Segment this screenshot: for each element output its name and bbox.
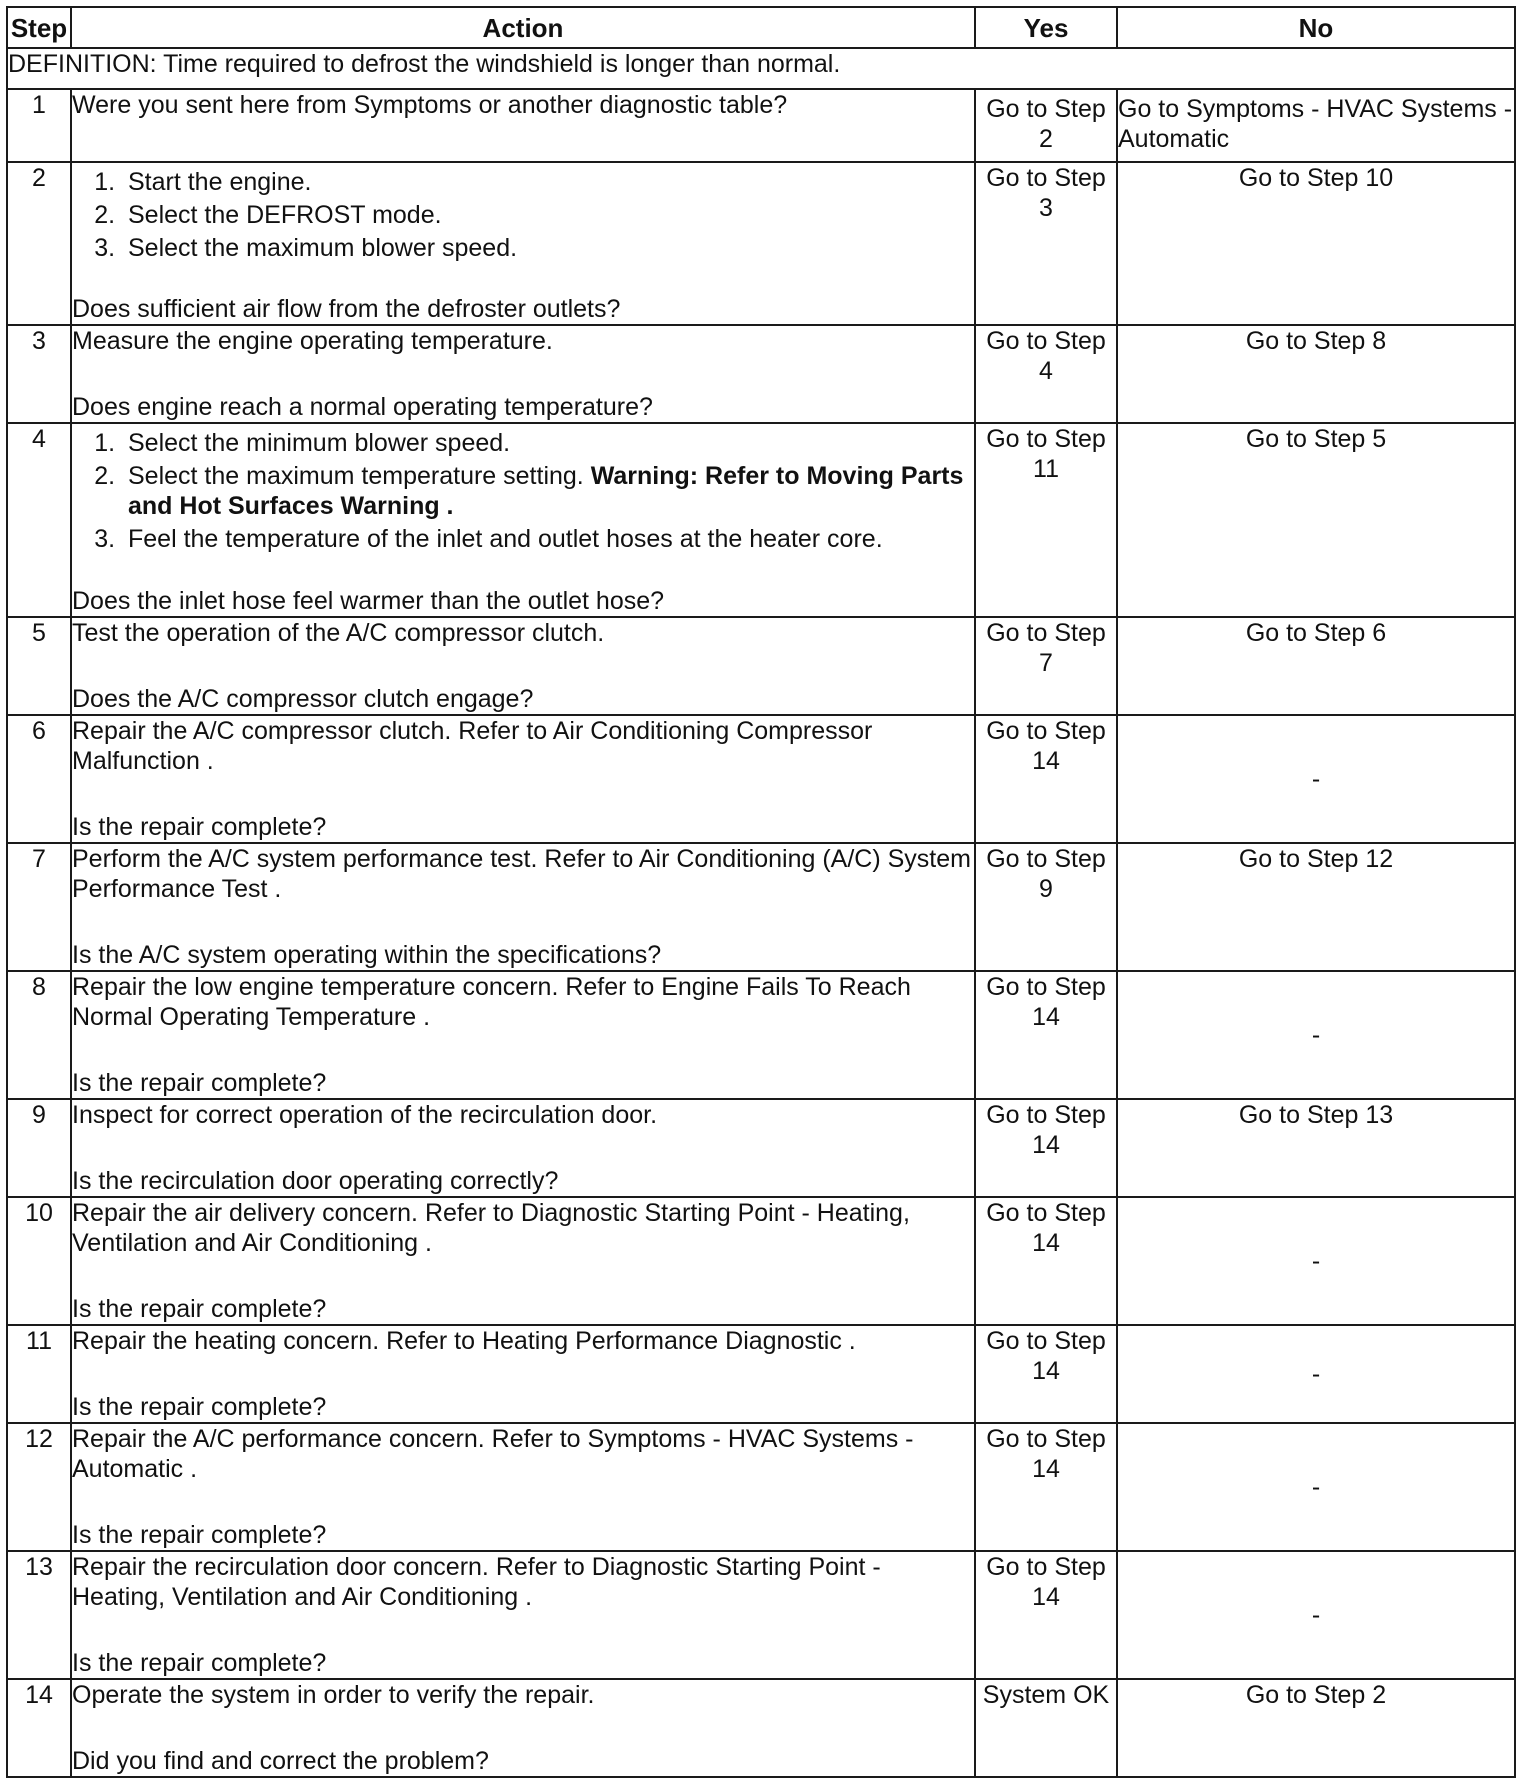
action-list <box>72 167 974 266</box>
table-row <box>7 1423 1515 1551</box>
definition-text: DEFINITION: Time required to defrost the windshield is longer than normal. <box>7 48 1515 89</box>
diagnostic-table <box>6 6 1516 1778</box>
list-item-text: Select the maximum temperature setting. <box>128 462 584 490</box>
table-row <box>7 1679 1515 1777</box>
action-question: Did you find and correct the problem? <box>72 1747 489 1775</box>
step-number: 10 <box>7 1197 71 1325</box>
action-cell <box>71 1679 975 1777</box>
action-text: Perform the A/C system performance test. Refer to Air Conditioning (A/C) System Performance Test . <box>72 845 971 903</box>
table-row <box>7 423 1515 617</box>
yes-cell: Go to Step 7 <box>975 617 1117 715</box>
action-text: Repair the low engine temperature concern. Refer to Engine Fails To Reach Normal Operating Temperature . <box>72 973 911 1031</box>
table-row <box>7 1551 1515 1679</box>
yes-cell: Go to Step 14 <box>975 1423 1117 1551</box>
table-row <box>7 162 1515 325</box>
header-step: Step <box>7 7 71 48</box>
no-cell: - <box>1117 1423 1515 1551</box>
action-question: Is the repair complete? <box>72 1393 327 1421</box>
no-cell: Go to Step 10 <box>1117 162 1515 325</box>
no-cell: Go to Step 13 <box>1117 1099 1515 1197</box>
action-cell <box>71 423 975 617</box>
action-question: Does the inlet hose feel warmer than the outlet hose? <box>72 587 665 615</box>
no-cell: Go to Step 2 <box>1117 1679 1515 1777</box>
list-item: 1. Start the engine. <box>122 167 974 197</box>
list-item: 3. Select the maximum blower speed. <box>122 233 974 263</box>
step-number: 12 <box>7 1423 71 1551</box>
action-text: Repair the recirculation door concern. Refer to Diagnostic Starting Point - Heating, Ventilation and Air Conditioning . <box>72 1553 881 1611</box>
yes-cell: Go to Step 11 <box>975 423 1117 617</box>
header-action: Action <box>71 7 975 48</box>
list-item: 3. Feel the temperature of the inlet and outlet hoses at the heater core. <box>122 524 974 554</box>
step-number: 8 <box>7 971 71 1099</box>
step-number: 3 <box>7 325 71 423</box>
list-item: 1. Select the minimum blower speed. <box>122 428 974 458</box>
table-row <box>7 1197 1515 1325</box>
action-question: Is the recirculation door operating correctly? <box>72 1167 559 1195</box>
yes-cell: Go to Step 14 <box>975 1099 1117 1197</box>
step-number: 11 <box>7 1325 71 1423</box>
no-cell: - <box>1117 1197 1515 1325</box>
action-question: Is the repair complete? <box>72 1649 327 1677</box>
table-row <box>7 971 1515 1099</box>
yes-cell: Go to Step 14 <box>975 971 1117 1099</box>
action-cell <box>71 971 975 1099</box>
action-question: Is the repair complete? <box>72 1521 327 1549</box>
action-cell <box>71 1423 975 1551</box>
table-row <box>7 1325 1515 1423</box>
action-question: Does sufficient air flow from the defroster outlets? <box>72 295 621 323</box>
yes-cell: System OK <box>975 1679 1117 1777</box>
action-question: Is the repair complete? <box>72 1295 327 1323</box>
list-item: 2. Select the DEFROST mode. <box>122 200 974 230</box>
yes-cell: Go to Step 2 <box>975 89 1117 162</box>
step-number: 7 <box>7 843 71 971</box>
action-text: Test the operation of the A/C compressor clutch. <box>72 619 605 647</box>
action-cell <box>71 162 975 325</box>
step-number: 6 <box>7 715 71 843</box>
yes-cell: Go to Step 14 <box>975 1197 1117 1325</box>
no-cell: Go to Step 5 <box>1117 423 1515 617</box>
action-text: Inspect for correct operation of the recirculation door. <box>72 1101 658 1129</box>
no-cell: Go to Step 6 <box>1117 617 1515 715</box>
step-number: 14 <box>7 1679 71 1777</box>
no-cell: - <box>1117 1325 1515 1423</box>
action-cell <box>71 715 975 843</box>
no-cell: Go to Step 12 <box>1117 843 1515 971</box>
table-row <box>7 325 1515 423</box>
action-question: Is the repair complete? <box>72 1069 327 1097</box>
table-row <box>7 617 1515 715</box>
action-cell <box>71 325 975 423</box>
action-cell <box>71 617 975 715</box>
step-number: 5 <box>7 617 71 715</box>
yes-cell: Go to Step 3 <box>975 162 1117 325</box>
table-row <box>7 715 1515 843</box>
action-cell <box>71 1325 975 1423</box>
yes-cell: Go to Step 4 <box>975 325 1117 423</box>
action-question: Is the A/C system operating within the specifications? <box>72 941 662 969</box>
table-row <box>7 843 1515 971</box>
step-number: 1 <box>7 89 71 162</box>
action-question: Is the repair complete? <box>72 813 327 841</box>
no-cell: - <box>1117 715 1515 843</box>
header-row <box>7 7 1515 48</box>
no-cell: Go to Step 8 <box>1117 325 1515 423</box>
no-cell: - <box>1117 971 1515 1099</box>
step-number: 2 <box>7 162 71 325</box>
yes-cell: Go to Step 14 <box>975 1325 1117 1423</box>
step-number: 9 <box>7 1099 71 1197</box>
action-cell <box>71 1099 975 1197</box>
action-question: Does engine reach a normal operating temperature? <box>72 393 653 421</box>
action-question: Does the A/C compressor clutch engage? <box>72 685 534 713</box>
step-number: 4 <box>7 423 71 617</box>
table-row <box>7 89 1515 162</box>
action-text: Repair the air delivery concern. Refer to Diagnostic Starting Point - Heating, Ventilation and Air Conditioning . <box>72 1199 910 1257</box>
step-number: 13 <box>7 1551 71 1679</box>
action-cell <box>71 1197 975 1325</box>
action-text: Repair the A/C compressor clutch. Refer to Air Conditioning Compressor Malfunction . <box>72 717 873 775</box>
list-item <box>122 461 974 521</box>
action-cell <box>71 1551 975 1679</box>
no-cell: Go to Symptoms - HVAC Systems - Automatic <box>1117 89 1515 162</box>
yes-cell: Go to Step 14 <box>975 715 1117 843</box>
action-cell <box>71 89 975 162</box>
action-cell <box>71 843 975 971</box>
action-text: Were you sent here from Symptoms or another diagnostic table? <box>72 91 788 119</box>
warning-link[interactable]: Warning: Refer to Moving Parts and Hot Surfaces Warning . <box>128 462 964 520</box>
action-text: Measure the engine operating temperature. <box>72 327 553 355</box>
yes-cell: Go to Step 9 <box>975 843 1117 971</box>
table-row <box>7 1099 1515 1197</box>
action-list <box>72 428 974 557</box>
action-text: Repair the A/C performance concern. Refer to Symptoms - HVAC Systems - Automatic . <box>72 1425 914 1483</box>
header-no: No <box>1117 7 1515 48</box>
action-text: Repair the heating concern. Refer to Heating Performance Diagnostic . <box>72 1327 856 1355</box>
definition-row <box>7 48 1515 89</box>
action-text: Operate the system in order to verify the repair. <box>72 1681 595 1709</box>
no-cell: - <box>1117 1551 1515 1679</box>
header-yes: Yes <box>975 7 1117 48</box>
yes-cell: Go to Step 14 <box>975 1551 1117 1679</box>
